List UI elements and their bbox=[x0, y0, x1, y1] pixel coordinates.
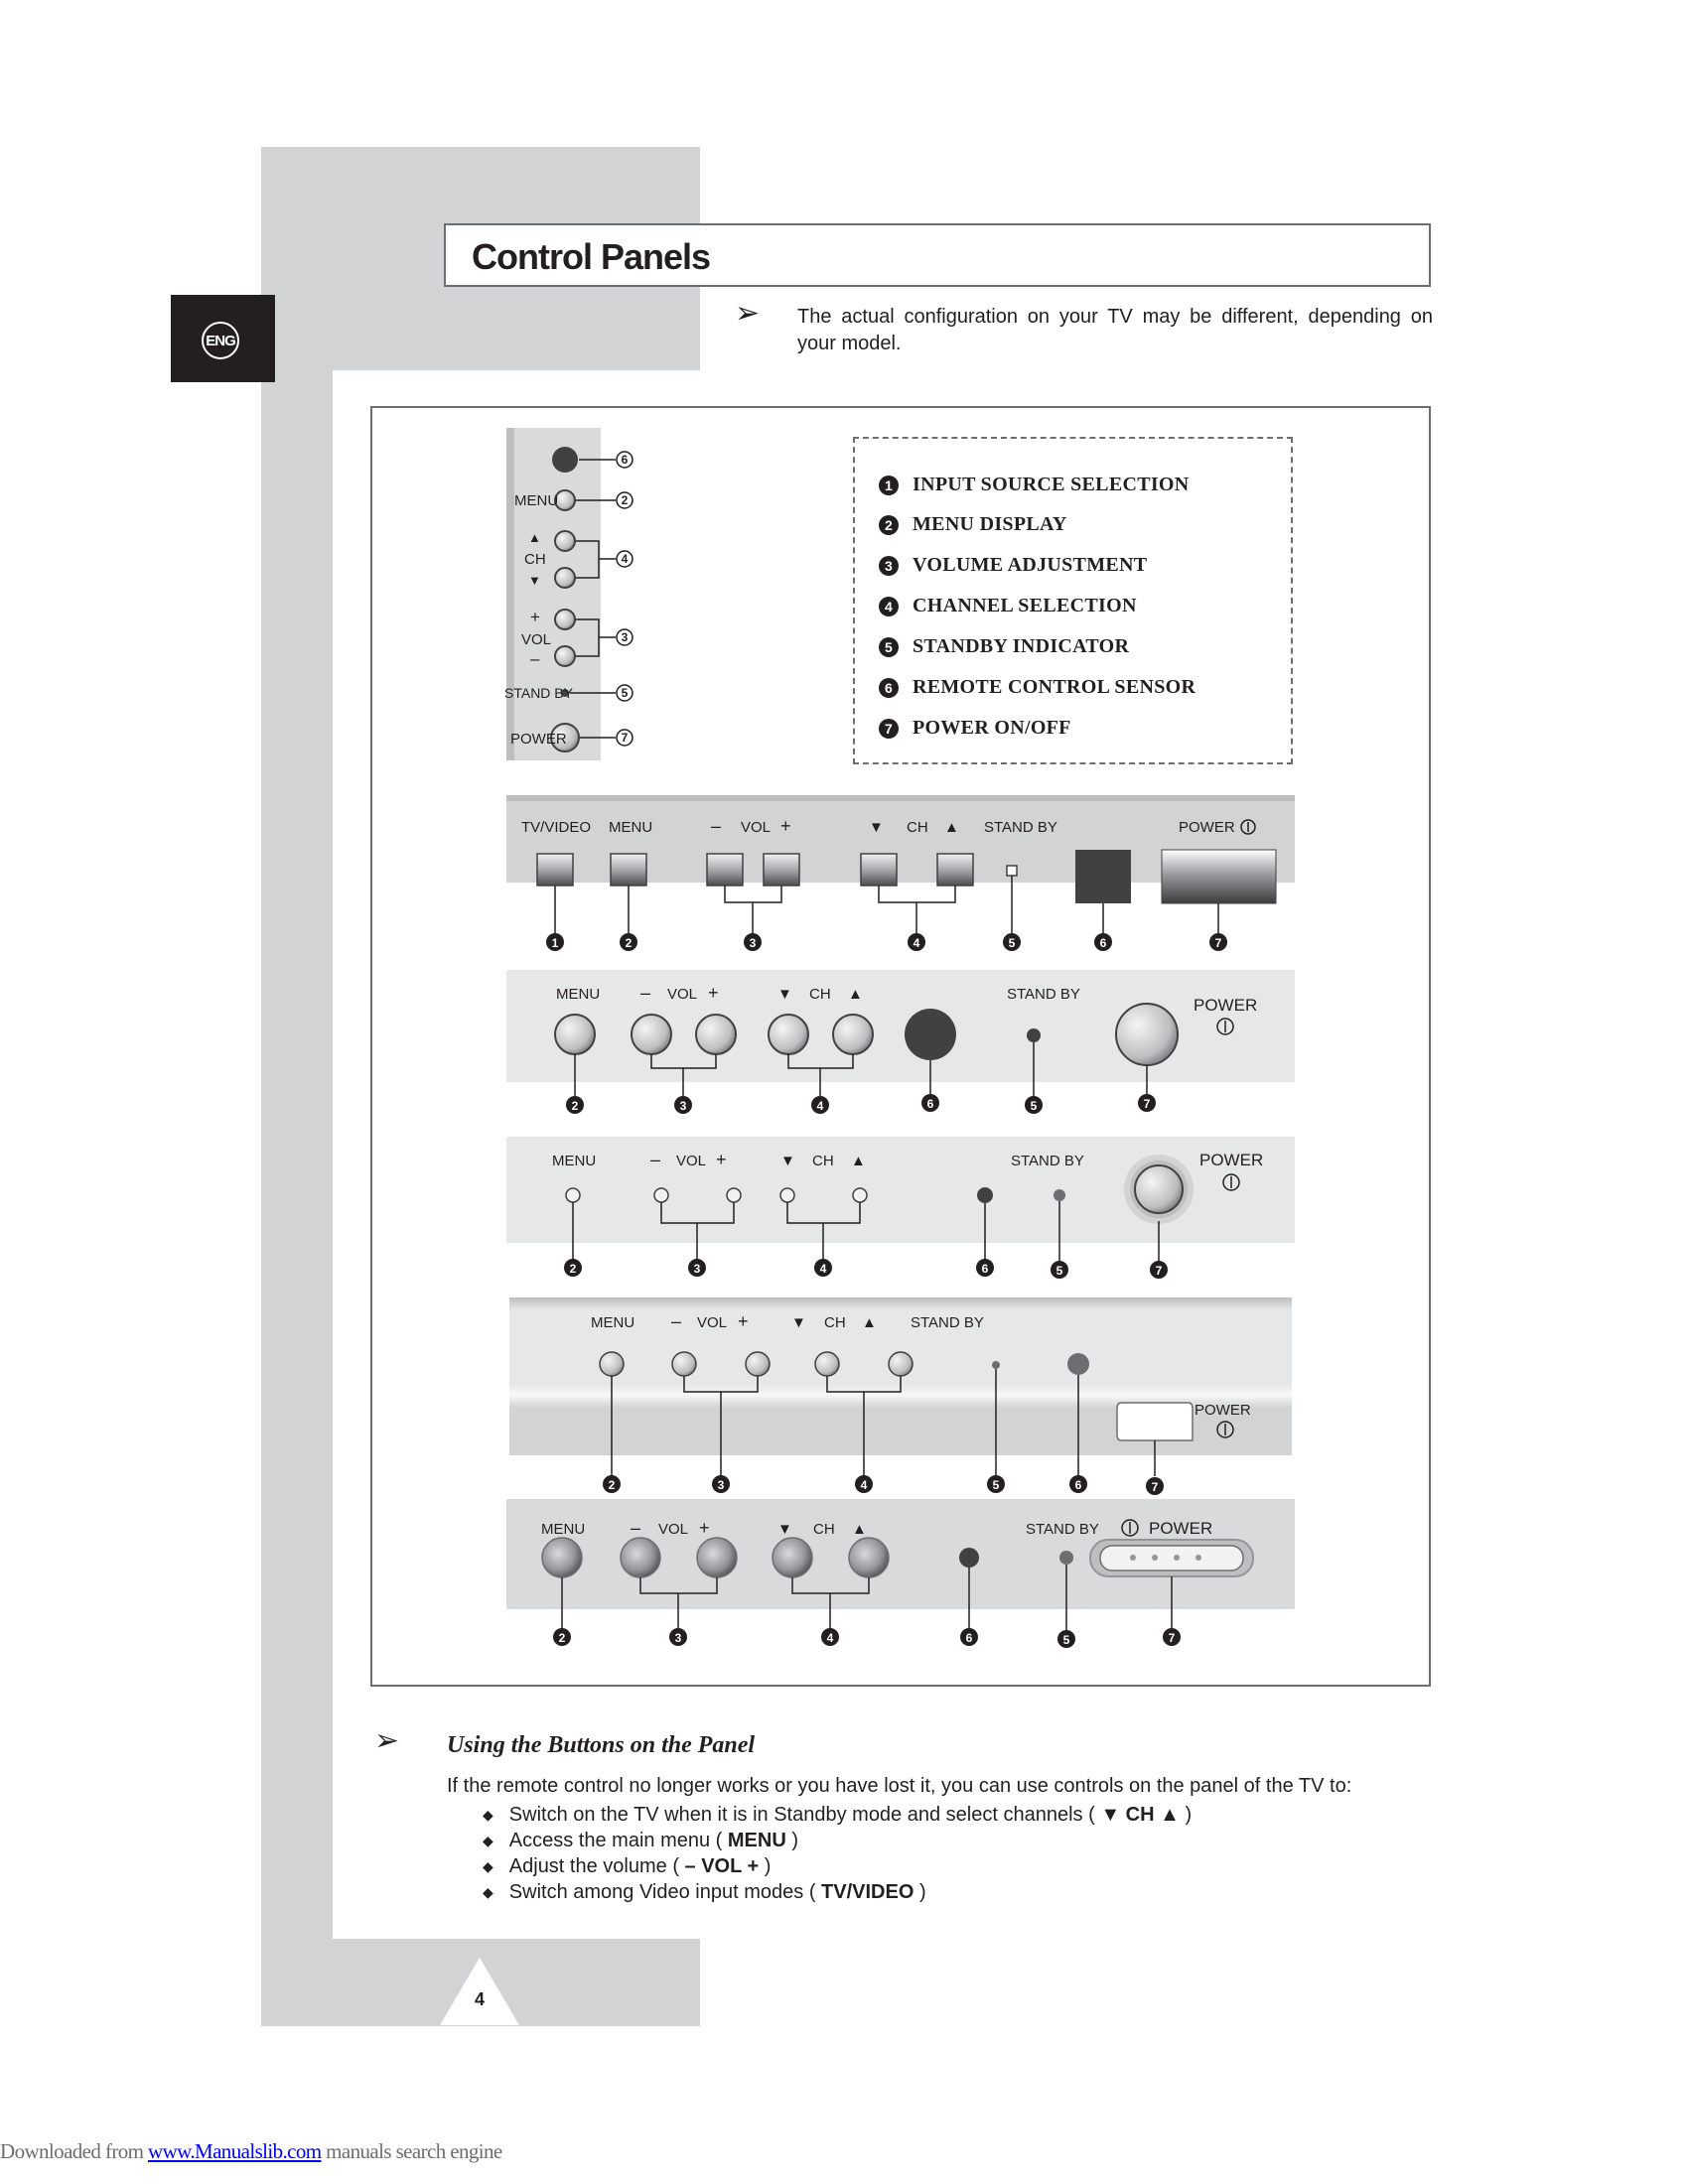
page-number: 4 bbox=[474, 1989, 485, 2009]
svg-text:CH: CH bbox=[524, 551, 546, 568]
svg-text:MENU: MENU bbox=[556, 986, 601, 1003]
svg-text:3: 3 bbox=[621, 630, 629, 644]
svg-text:VOL: VOL bbox=[521, 631, 552, 648]
svg-text:+: + bbox=[780, 816, 791, 836]
svg-text:▼: ▼ bbox=[528, 573, 541, 588]
config-note: The actual configuration on your TV may be different, depending on your model. bbox=[797, 306, 1433, 354]
svg-text:VOL: VOL bbox=[676, 1153, 707, 1169]
svg-text:5: 5 bbox=[1030, 1099, 1038, 1113]
language-badge: ENG bbox=[202, 322, 239, 359]
download-footer: Downloaded from www.Manualslib.com manuals search engine bbox=[0, 2139, 502, 2163]
svg-text:POWER: POWER bbox=[1149, 1519, 1213, 1538]
svg-text:VOL: VOL bbox=[658, 1521, 689, 1538]
svg-text:5: 5 bbox=[1062, 1633, 1070, 1647]
svg-text:–: – bbox=[640, 983, 651, 1003]
svg-text:3: 3 bbox=[679, 1099, 687, 1113]
vpanel-menu-label: MENU bbox=[514, 492, 559, 509]
svg-text:+: + bbox=[738, 1311, 749, 1331]
svg-text:5: 5 bbox=[992, 1478, 1000, 1492]
svg-text:STAND BY: STAND BY bbox=[911, 1314, 984, 1331]
legend-item: 6 REMOTE CONTROL SENSOR bbox=[879, 676, 1196, 699]
svg-text:CH: CH bbox=[907, 819, 928, 836]
svg-text:3: 3 bbox=[749, 936, 757, 950]
list-item: ◆ Adjust the volume ( – VOL + ) bbox=[483, 1855, 772, 1877]
svg-text:6: 6 bbox=[1074, 1478, 1082, 1492]
instruction-list bbox=[483, 1802, 1192, 1905]
list-item: ◆ Access the main menu ( MENU ) bbox=[483, 1830, 798, 1851]
svg-text:VOL: VOL bbox=[667, 986, 698, 1003]
svg-text:POWER: POWER bbox=[1195, 1402, 1251, 1419]
manualslib-link[interactable]: www.Manualslib.com bbox=[148, 2139, 322, 2163]
legend-item: 4 CHANNEL SELECTION bbox=[879, 595, 1137, 617]
section-arrow-icon: ➢ bbox=[374, 1724, 400, 1757]
legend-item: 2 MENU DISPLAY bbox=[879, 513, 1067, 536]
svg-text:3: 3 bbox=[717, 1478, 725, 1492]
svg-text:–: – bbox=[631, 1518, 641, 1538]
remote-sensor-window bbox=[552, 447, 578, 473]
svg-text:STAND BY: STAND BY bbox=[1007, 986, 1080, 1003]
decorative-band-left bbox=[261, 370, 333, 1939]
svg-text:3: 3 bbox=[674, 1631, 682, 1645]
svg-text:▼: ▼ bbox=[777, 986, 792, 1003]
svg-text:7: 7 bbox=[621, 731, 629, 745]
svg-text:VOL: VOL bbox=[697, 1314, 728, 1331]
svg-text:STAND BY: STAND BY bbox=[1011, 1153, 1084, 1169]
svg-text:▲: ▲ bbox=[851, 1153, 866, 1169]
svg-text:2: 2 bbox=[608, 1478, 616, 1492]
svg-text:1: 1 bbox=[551, 936, 559, 950]
legend-item: 3 VOLUME ADJUSTMENT bbox=[879, 554, 1147, 577]
section-heading: Using the Buttons on the Panel bbox=[447, 1732, 756, 1758]
svg-text:CH: CH bbox=[812, 1153, 834, 1169]
page-title: Control Panels bbox=[472, 236, 711, 277]
svg-text:MENU: MENU bbox=[591, 1314, 635, 1331]
svg-text:–: – bbox=[530, 649, 540, 668]
legend-item: 7 POWER ON/OFF bbox=[879, 717, 1071, 740]
svg-text:▲: ▲ bbox=[862, 1314, 877, 1331]
intro-text: If the remote control no longer works or you have lost it, you can use controls on the panel of the TV to: bbox=[447, 1775, 1352, 1797]
svg-text:4: 4 bbox=[913, 936, 920, 950]
svg-text:7: 7 bbox=[1151, 1480, 1159, 1494]
svg-text:5: 5 bbox=[1055, 1264, 1063, 1278]
svg-text:▲: ▲ bbox=[528, 530, 541, 545]
svg-text:2: 2 bbox=[558, 1631, 566, 1645]
svg-text:POWER: POWER bbox=[1179, 819, 1235, 836]
diamond-bullet-icon: ◆ bbox=[483, 1807, 493, 1823]
svg-text:2: 2 bbox=[569, 1262, 577, 1276]
svg-text:▼: ▼ bbox=[780, 1153, 795, 1169]
svg-text:VOL: VOL bbox=[741, 819, 772, 836]
svg-text:2: 2 bbox=[625, 936, 633, 950]
svg-text:MENU: MENU bbox=[609, 819, 653, 836]
legend-item: 1 INPUT SOURCE SELECTION bbox=[879, 474, 1190, 496]
svg-text:▲: ▲ bbox=[852, 1521, 867, 1538]
svg-text:2: 2 bbox=[621, 493, 629, 507]
svg-text:TV/VIDEO: TV/VIDEO bbox=[521, 819, 592, 836]
svg-text:CH: CH bbox=[809, 986, 831, 1003]
svg-text:7: 7 bbox=[1143, 1097, 1151, 1111]
svg-text:▼: ▼ bbox=[791, 1314, 806, 1331]
svg-text:▼: ▼ bbox=[777, 1521, 792, 1538]
svg-text:7: 7 bbox=[1168, 1631, 1176, 1645]
svg-text:–: – bbox=[711, 816, 722, 836]
svg-text:3: 3 bbox=[693, 1262, 701, 1276]
svg-text:6: 6 bbox=[621, 453, 629, 467]
svg-text:POWER: POWER bbox=[1194, 996, 1258, 1015]
svg-text:5: 5 bbox=[621, 686, 629, 700]
svg-text:6: 6 bbox=[926, 1097, 934, 1111]
diamond-bullet-icon: ◆ bbox=[483, 1833, 493, 1848]
diamond-bullet-icon: ◆ bbox=[483, 1858, 493, 1874]
svg-text:2: 2 bbox=[571, 1099, 579, 1113]
svg-text:▲: ▲ bbox=[944, 819, 959, 836]
svg-text:–: – bbox=[650, 1150, 661, 1169]
svg-text:7: 7 bbox=[1155, 1264, 1163, 1278]
svg-text:+: + bbox=[530, 608, 540, 626]
svg-text:4: 4 bbox=[816, 1099, 824, 1113]
svg-text:6: 6 bbox=[965, 1631, 973, 1645]
note-arrow-icon: ➢ bbox=[735, 297, 761, 330]
svg-text:5: 5 bbox=[1008, 936, 1016, 950]
svg-text:4: 4 bbox=[819, 1262, 827, 1276]
svg-text:STAND BY: STAND BY bbox=[984, 819, 1057, 836]
list-item: ◆ Switch among Video input modes ( TV/VIDEO ) bbox=[483, 1881, 926, 1903]
svg-text:6: 6 bbox=[981, 1262, 989, 1276]
vertical-panel bbox=[506, 428, 601, 760]
svg-text:4: 4 bbox=[826, 1631, 834, 1645]
svg-text:+: + bbox=[708, 983, 719, 1003]
svg-text:+: + bbox=[716, 1150, 727, 1169]
svg-text:CH: CH bbox=[824, 1314, 846, 1331]
svg-text:4: 4 bbox=[860, 1478, 868, 1492]
svg-text:6: 6 bbox=[1099, 936, 1107, 950]
legend-item: 5 STANDBY INDICATOR bbox=[879, 635, 1129, 658]
svg-text:POWER: POWER bbox=[510, 731, 567, 748]
svg-text:–: – bbox=[671, 1311, 682, 1331]
svg-text:STAND BY: STAND BY bbox=[1026, 1521, 1099, 1538]
diamond-bullet-icon: ◆ bbox=[483, 1884, 493, 1900]
svg-text:POWER: POWER bbox=[1199, 1151, 1264, 1169]
svg-text:▼: ▼ bbox=[869, 819, 884, 836]
svg-text:4: 4 bbox=[621, 552, 629, 566]
list-item: ◆ Switch on the TV when it is in Standby mode and select channels ( ▼ CH ▲ ) bbox=[483, 1804, 1193, 1826]
legend-box bbox=[853, 437, 1293, 764]
svg-text:MENU: MENU bbox=[541, 1521, 586, 1538]
svg-text:STAND BY: STAND BY bbox=[504, 685, 573, 701]
svg-text:CH: CH bbox=[813, 1521, 835, 1538]
svg-text:▲: ▲ bbox=[848, 986, 863, 1003]
svg-text:+: + bbox=[699, 1518, 710, 1538]
svg-text:MENU: MENU bbox=[552, 1153, 597, 1169]
svg-text:7: 7 bbox=[1214, 936, 1222, 950]
